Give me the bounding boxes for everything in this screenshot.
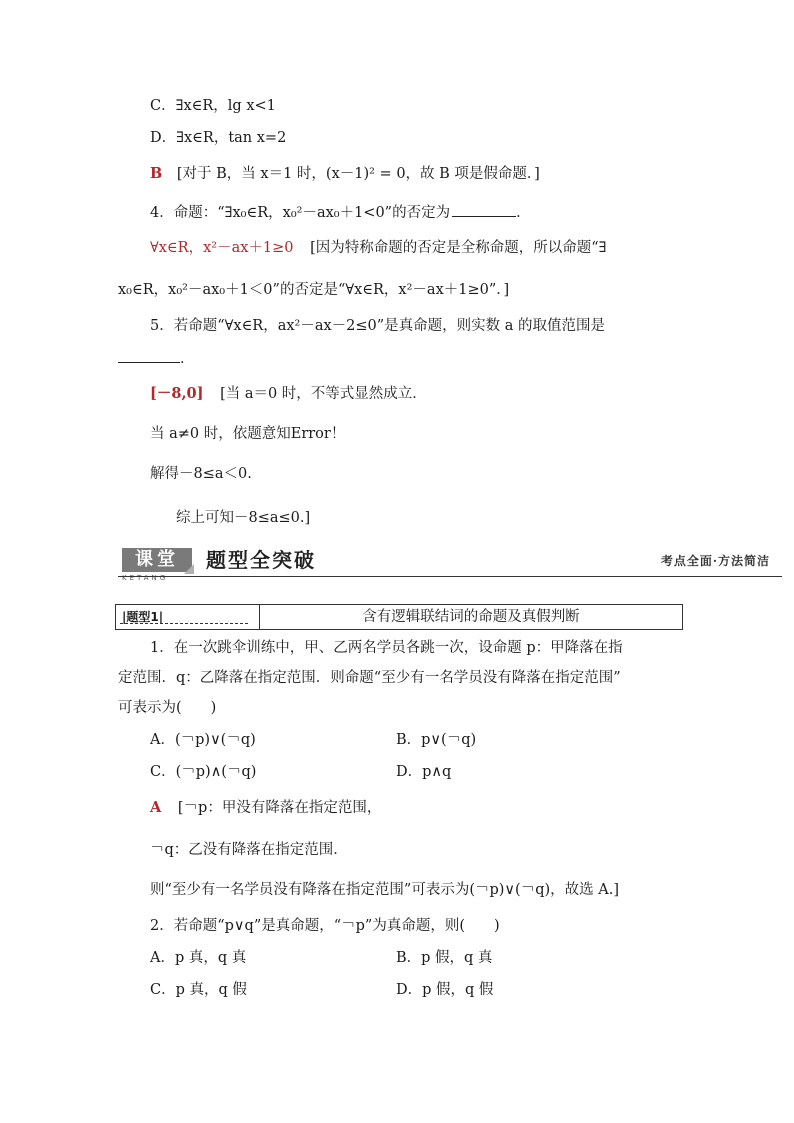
question-5: 5．若命题“∀x∈R，ax²－ax－2≤0”是真命题，则实数 a 的取值范围是 [150, 318, 606, 334]
option-d: D．∃x∈R，tan x=2 [150, 130, 287, 146]
badge-corner-shape [184, 564, 194, 574]
answer-letter: B [150, 165, 163, 182]
question-2-line1: 2．若命题“p∨q”是真命题，“￢p”为真命题，则( ) [150, 918, 500, 934]
answer-5 [150, 384, 427, 404]
question-1-answer-body: [￢p：甲没有降落在指定范围， [177, 800, 382, 816]
question-1-line3: 可表示为( ) [118, 700, 217, 716]
question-4-end: ． [516, 205, 531, 221]
answer-4 [150, 238, 607, 258]
question-4 [150, 202, 531, 223]
section-banner [118, 546, 782, 584]
option-c: C．∃x∈R，lg x<1 [150, 98, 276, 114]
section-badge-subtitle: KETANG [122, 574, 169, 582]
answer-blank [118, 348, 180, 363]
topic-type-box [115, 604, 683, 630]
topic-type-title: 含有逻辑联结词的命题及真假判断 [362, 609, 580, 625]
question-1-option-d: D．p∧q [396, 764, 452, 780]
question-1-option-c: C．(￢p)∧(￢q) [150, 764, 257, 780]
question-1-line2: 定范围．q：乙降落在指定范围．则命题“至少有一名学员没有降落在指定范围” [118, 670, 621, 686]
answer-4-cont: x₀∈R，x₀²－ax₀＋1＜0”的否定是“∀x∈R，x²－ax＋1≥0”．] [118, 282, 510, 298]
question-5-end: ． [180, 351, 195, 367]
answer-line [150, 164, 540, 184]
question-1-option-b: B．p∨(￢q) [396, 732, 477, 748]
section-slogan: 考点全面·方法简洁 [660, 554, 770, 568]
answer-blank [452, 202, 516, 217]
question-2-option-a: A．p 真，q 真 [150, 950, 247, 966]
question-1-answer [150, 798, 381, 818]
answer-body: [对于 B，当 x＝1 时，(x－1)² = 0，故 B 项是假命题．] [176, 166, 540, 182]
topic-type-label: |题型1| [122, 610, 164, 624]
answer-5-line4: 综上可知－8≤a≤0.] [176, 510, 311, 526]
question-1-option-a: A．(￢p)∨(￢q) [150, 732, 256, 748]
question-1-answer-letter: A [150, 799, 162, 816]
topic-type-label-cell [116, 605, 260, 629]
dashed-underline [120, 623, 248, 624]
question-2-option-b: B．p 假，q 真 [396, 950, 493, 966]
section-badge [122, 548, 192, 572]
question-5-cont [118, 348, 195, 369]
answer-4-body: [因为特称命题的否定是全称命题，所以命题“∃ [310, 240, 607, 256]
question-1-line1: 1．在一次跳伞训练中，甲、乙两名学员各跳一次，设命题 p：甲降落在指 [150, 640, 623, 656]
section-badge-text: 课堂 [135, 549, 179, 570]
question-2-option-c: C．p 真，q 假 [150, 982, 247, 998]
answer-5-body: [当 a＝0 时，不等式显然成立． [220, 386, 427, 402]
section-title: 题型全突破 [206, 548, 316, 572]
question-2-option-d: D．p 假，q 假 [396, 982, 494, 998]
question-4-text: 4．命题：“∃x₀∈R，x₀²－ax₀＋1<0”的否定为 [150, 205, 451, 221]
answer-4-red: ∀x∈R，x²－ax＋1≥0 [150, 240, 294, 256]
answer-5-red: [－8,0] [150, 385, 204, 402]
question-1-answer-line2: ￢q：乙没有降落在指定范围． [150, 842, 348, 858]
answer-5-line2: 当 a≠0 时，依题意知Error！ [150, 426, 346, 442]
section-divider [118, 576, 782, 577]
question-1-answer-line3: 则“至少有一名学员没有降落在指定范围”可表示为(￢p)∨(￢q)，故选 A.] [150, 882, 619, 898]
answer-5-line3: 解得－8≤a＜0. [150, 466, 252, 482]
